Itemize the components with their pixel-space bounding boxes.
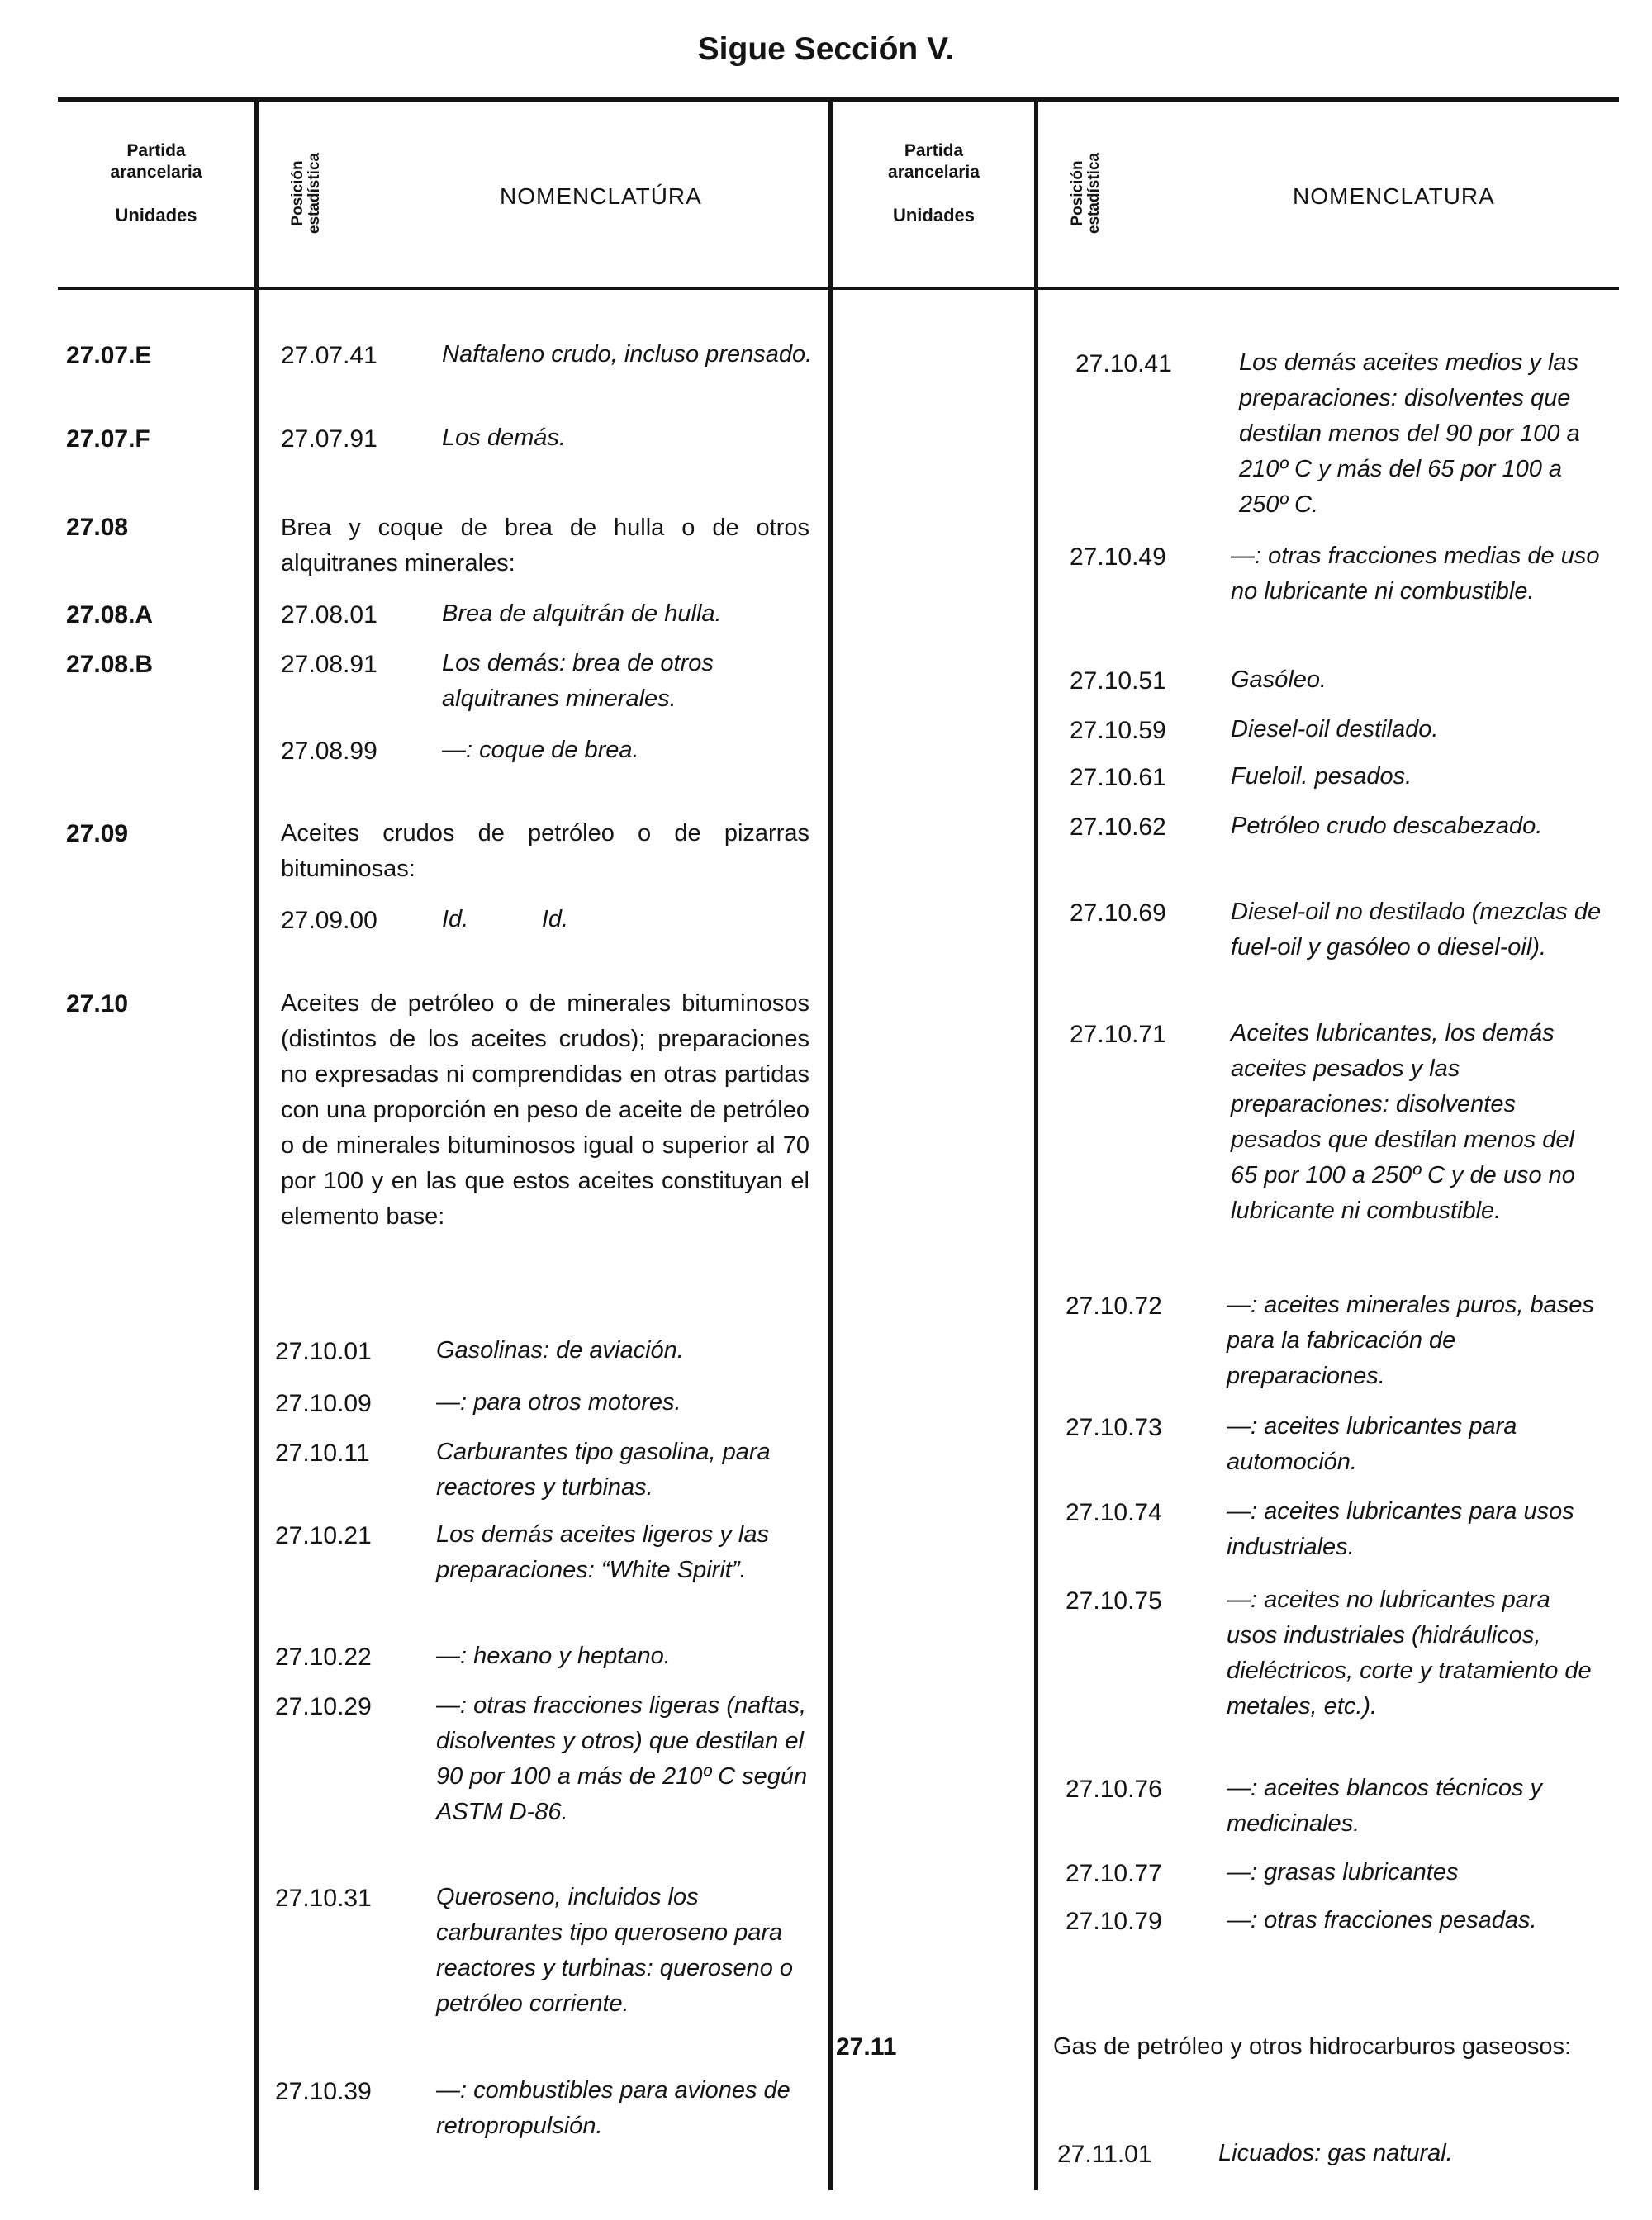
posicion-code: 27.10.61: [1070, 764, 1166, 791]
table-top-rule: [58, 97, 1619, 102]
partida-code: 27.11: [836, 2033, 897, 2061]
posicion-code: 27.10.76: [1066, 1776, 1162, 1803]
entry-description: —: coque de brea.: [442, 737, 639, 763]
posicion-code: 27.10.77: [1066, 1860, 1162, 1887]
header-posicion-line2: estadística: [1085, 152, 1103, 235]
entry-description: Diesel-oil no destilado (mezclas de fuel-oil y gasóleo o diesel-oil).: [1231, 899, 1602, 961]
posicion-code: 27.10.39: [275, 2078, 372, 2105]
posicion-code: 27.10.22: [275, 1644, 372, 1671]
entry-description: —: combustibles para aviones de retropropulsión.: [436, 2077, 790, 2139]
partida-code: 27.08.A: [66, 601, 154, 629]
heading-description: Gas de petróleo y otros hidrocarburos gaseosos:: [1053, 2033, 1572, 2060]
header-partida-line2: arancelaria: [110, 163, 202, 182]
entry-description: —: otras fracciones pesadas.: [1227, 1907, 1537, 1933]
posicion-code: 27.08.91: [281, 651, 377, 678]
posicion-code: 27.10.11: [275, 1440, 370, 1467]
column-divider: [254, 99, 259, 2190]
partida-code: 27.07.E: [66, 342, 152, 369]
header-bottom-rule: [58, 287, 1619, 290]
header-nomenclatura: NOMENCLATÚRA: [500, 183, 702, 209]
entry-description: —: aceites minerales puros, bases para la fabricación de preparaciones.: [1227, 1292, 1594, 1389]
posicion-code: 27.09.00: [281, 907, 377, 934]
entry-description: —: aceites blancos técnicos y medicinales.: [1227, 1775, 1543, 1837]
posicion-code: 27.10.59: [1070, 717, 1166, 744]
entry-description: Los demás.: [442, 425, 566, 451]
entry-description: —: aceites no lubricantes para usos industriales (hidráulicos, dieléctricos, corte y tratamiento de metales, etc.).: [1227, 1587, 1592, 1720]
header-partida-arancelaria: [833, 140, 1034, 226]
posicion-code: 27.07.41: [281, 342, 377, 369]
entry-description: —: otras fracciones ligeras (naftas, disolventes y otros) que destilan el 90 por 100 a más de 210º C según ASTM D-86.: [436, 1692, 808, 1825]
entry-description: —: grasas lubricantes: [1227, 1859, 1459, 1886]
entry-description: Los demás: brea de otros alquitranes minerales.: [442, 650, 714, 712]
column-divider: [828, 99, 833, 2190]
header-posicion-line1: Posición: [289, 160, 306, 226]
posicion-code: 27.07.91: [281, 425, 377, 453]
header-nomenclatura: NOMENCLATURA: [1293, 183, 1495, 209]
entry-description: Aceites lubricantes, los demás aceites pesados y las preparaciones: disolventes pesados que destilan menos del 65 por 100 a 250º C y de uso no lubricante ni combustible.: [1231, 1020, 1575, 1224]
header-partida-line1: Partida: [126, 141, 186, 160]
entry-description: Los demás aceites ligeros y las preparaciones: “White Spirit”.: [436, 1521, 769, 1583]
partida-code: 27.08.B: [66, 651, 154, 678]
header-partida-line1: Partida: [904, 141, 964, 160]
partida-code: 27.09: [66, 820, 129, 847]
entry-description: Licuados: gas natural.: [1218, 2140, 1453, 2166]
posicion-code: 27.10.71: [1070, 1021, 1166, 1048]
entry-description: Gasóleo.: [1231, 666, 1327, 693]
posicion-code: 27.10.01: [275, 1338, 372, 1365]
header-posicion-line2: estadística: [306, 152, 323, 235]
posicion-code: 27.10.69: [1070, 899, 1166, 927]
entry-description: —: hexano y heptano.: [436, 1643, 671, 1669]
header-unidades: Unidades: [892, 205, 976, 225]
header-partida-arancelaria: [58, 140, 254, 226]
entry-description: Carburantes tipo gasolina, para reactores y turbinas.: [436, 1439, 771, 1501]
entry-description: Gasolinas: de aviación.: [436, 1337, 684, 1364]
partida-code: 27.10: [66, 990, 129, 1017]
header-posicion-line1: Posición: [1069, 160, 1086, 226]
posicion-code: 27.10.73: [1066, 1414, 1162, 1441]
partida-code: 27.08: [66, 514, 129, 541]
posicion-code: 27.10.62: [1070, 814, 1166, 841]
posicion-code: 27.10.21: [275, 1522, 372, 1549]
posicion-code: 27.10.49: [1070, 543, 1166, 571]
posicion-code: 27.11.01: [1057, 2141, 1152, 2168]
posicion-code: 27.10.41: [1075, 350, 1172, 377]
header-posicion-estadistica: [1070, 131, 1103, 255]
entry-description: Petróleo crudo descabezado.: [1231, 813, 1543, 839]
header-posicion-estadistica: [290, 131, 323, 255]
entry-description: Queroseno, incluidos los carburantes tipo queroseno para reactores y turbinas: queroseno o petróleo corriente.: [436, 1884, 794, 2017]
page-title: Sigue Sección V.: [697, 31, 955, 67]
heading-description: Aceites de petróleo o de minerales bituminosos (distintos de los aceites crudos); preparaciones no expresadas ni comprendidas en otras partidas con una proporción en peso de aceite de petróleo o de minerales bituminosos igual o superior al 70 por 100 y en las que estos aceites constituyan el elemento base:: [281, 990, 809, 1230]
header-unidades: Unidades: [115, 205, 197, 225]
posicion-code: 27.08.01: [281, 601, 377, 629]
entry-description: —: para otros motores.: [436, 1389, 681, 1416]
entry-description: Brea de alquitrán de hulla.: [442, 600, 722, 627]
posicion-code: 27.10.09: [275, 1390, 372, 1417]
heading-description: Aceites crudos de petróleo o de pizarras bituminosas:: [281, 820, 809, 882]
entry-description: Naftaleno crudo, incluso prensado.: [442, 341, 813, 368]
entry-description: Los demás aceites medios y las preparaciones: disolventes que destilan menos del 90 por 100 a 210º C y más del 65 por 100 a 250º C.: [1239, 349, 1580, 518]
posicion-code: 27.10.79: [1066, 1908, 1162, 1935]
posicion-code: 27.10.31: [275, 1885, 372, 1912]
posicion-code: 27.10.29: [275, 1693, 372, 1720]
partida-code: 27.07.F: [66, 425, 150, 453]
posicion-code: 27.10.75: [1066, 1587, 1162, 1615]
entry-description: Id. Id.: [442, 906, 569, 932]
entry-description: Diesel-oil destilado.: [1231, 716, 1439, 742]
posicion-code: 27.10.51: [1070, 667, 1166, 695]
header-partida-line2: arancelaria: [888, 163, 980, 182]
column-divider: [1034, 99, 1038, 2190]
entry-description: —: otras fracciones medias de uso no lubricante ni combustible.: [1231, 543, 1600, 605]
heading-description: Brea y coque de brea de hulla o de otros alquitranes minerales:: [281, 515, 809, 576]
posicion-code: 27.10.72: [1066, 1293, 1162, 1320]
entry-description: Fueloil. pesados.: [1231, 763, 1412, 790]
entry-description: —: aceites lubricantes para automoción.: [1227, 1413, 1517, 1475]
posicion-code: 27.08.99: [281, 738, 377, 765]
entry-description: —: aceites lubricantes para usos industriales.: [1227, 1498, 1574, 1560]
posicion-code: 27.10.74: [1066, 1499, 1162, 1526]
